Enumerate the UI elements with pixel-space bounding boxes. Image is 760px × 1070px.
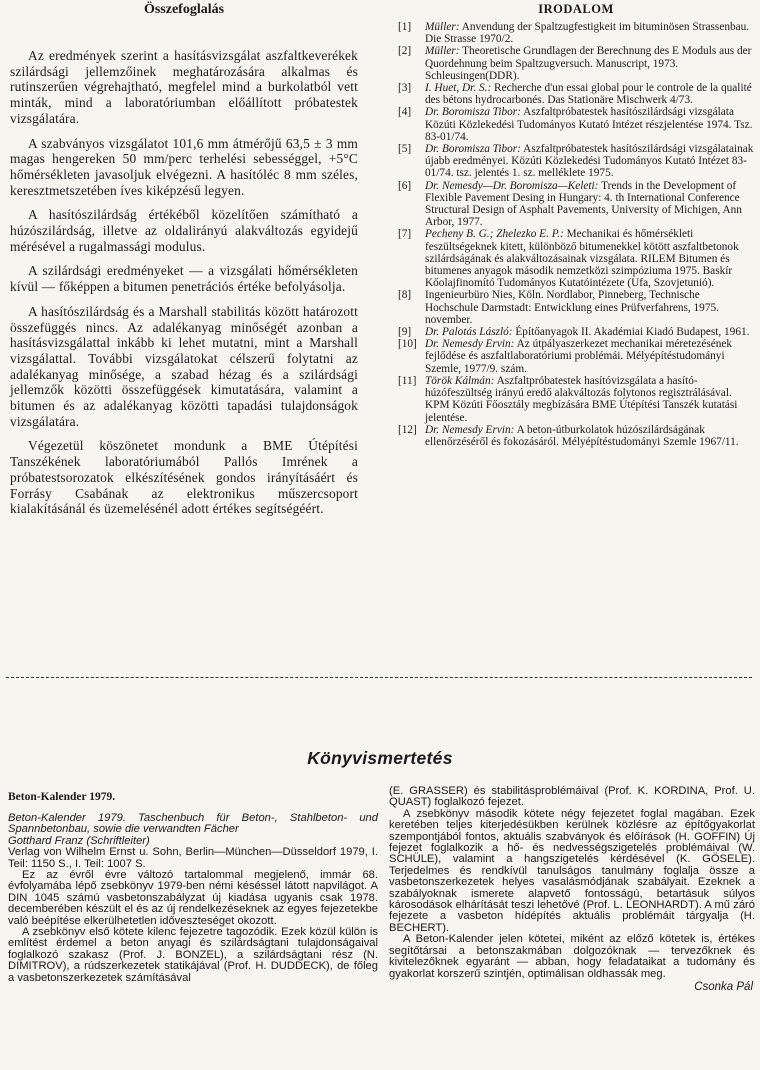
reference-body: Ingenieurbüro Nies, Köln. Nordlabor, Pinneberg, Technische Hochschule Darmstadt: Entwicklung eines Prüfverfahrens, 1975. november. (425, 289, 719, 326)
reference-text (425, 375, 754, 424)
reference-text (425, 228, 754, 289)
reference-body: Az útpályaszerkezet mechanikai méretezésének fejlődése és aszfaltlaboratóriumi problémái. Mélyépítéstudományi Szemle, 1977/9. szám. (425, 338, 733, 375)
reference-author: Dr. Nemesdy—Dr. Boromisza—Keleti: (425, 179, 599, 192)
reference-body: A beton-útburkolatok húzószilárdságának ellenőrzéséről és fokozásáról. Mélyépítéstudományi Szemle 1967/11. (425, 423, 739, 448)
reference-text (425, 326, 754, 338)
reference-author: Dr. Boromisza Tibor: (425, 143, 521, 156)
summary-paragraph: A szilárdsági eredményeket — a vizsgálati hőmérsékleten kívül — főképpen a bitumen penetrációs értéke befolyásolja. (10, 263, 358, 295)
reference-body: Anvendung der Spaltzugfestigkeit im bituminösen Strassenbau. Die Strasse 1970/2. (425, 21, 750, 46)
review-paragraph: A zsebkönyv második kötete négy fejezetet foglal magában. Ezek keretében teljes kiterjedésükben kerülnek közlésre az építőgyakorlat szempontjából fontos, aktuális szabványok és előírások (H. GOFFIN) Új fejezet foglalkozik a hő- és nedvességszigetelés problémáival (W. SCHÜLE), valamint a hangszigetelés kérdésével (K. GÖSELE). Terjedelmes és rendkívül tanulságos tanulmány foglalja össze a vasbetonszerkezetek helyes vasalásmódjának szabályait. Ezeknek a szabályoknak ismerete alapvető fontosságú, betartásuk súlyos károsodások elhárítását teszi lehetővé (Prof. L. LEONHARDT). A mű záró fejezete a vasbeton hídépítés aktuális problémáit tárgyalja (H. BECHERT). (389, 807, 755, 934)
reference-author: Dr. Nemesdy Ervin: (425, 338, 515, 351)
reference-text (425, 289, 754, 326)
summary-paragraph: Végezetül köszönetet mondunk a BME Útépítési Tanszékének laboratóriumából Pallós Imrének a próbatestsorozatok elkészítésének gondos irányításáért és Forrásy Csabának az elektronikus műszercsoport kialakításánál és üzemelésénél adott értékes segítségéért. (10, 438, 358, 517)
book-title: Beton-Kalender 1979. Taschenbuch für Beton-, Stahlbeton- und Spannbetonbau, sowie die verwandten Fächer (8, 812, 378, 836)
reference-number: [7] (398, 228, 412, 241)
review-paragraph: Ez az évről évre változó tartalommal megjelenő, immár 68. évfolyamába lépő zsebkönyv 1979-ben némi késéssel látott napvilágot. A DIN 1045 számú vasbetonszabályzat új kiadása ugyanis csak 1978. decemberében készült el és az új rendelkezéseknek az egyes fejezetekbe való beépítése elkerülhetetlen időveszteséget okozott. (8, 869, 378, 927)
reference-item (398, 228, 754, 289)
reference-author: Dr. Boromisza Tibor: (425, 106, 521, 119)
summary-title: Összefoglalás (143, 2, 225, 17)
reference-body: Theoretische Grundlagen der Berechnung des E Moduls aus der Quordehnung beim Spaltzugversuch. Manuscript, 1973. Schleusingen(DDR). (425, 45, 752, 82)
reference-number: [2] (398, 45, 412, 58)
review-section-title: Könyvismertetés (307, 748, 453, 768)
reference-item (398, 21, 754, 45)
book-publisher: Verlag von Wilhelm Ernst u. Sohn, Berlin—München—Düsseldorf 1979, I. Teil: 1150 S., I. Teil: 1007 S. (8, 846, 378, 870)
reference-author: Török Kálmán: (425, 374, 495, 387)
reference-item (398, 106, 754, 143)
reference-item (398, 289, 754, 326)
reference-number: [1] (398, 21, 412, 33)
reference-text (425, 180, 754, 229)
reference-item (398, 45, 754, 82)
reference-body: Recherche d'un essai global pour le controle de la qualité des bétons hydrocarbonés. Das Stationäre Mischwerk 4/73. (425, 82, 752, 107)
reference-number: [10] (398, 338, 417, 351)
summary-column (0, 0, 370, 526)
reference-item (398, 180, 754, 229)
reference-body: Aszfaltpróbatestek hasítószilárdsági vizsgálatainak újabb eredményei. Közúti Közlekedési Tudományos Kutató Intézet 83-01/74. tsz. jelentés 1. sz. melléklete 1975. (425, 143, 754, 180)
review-continuation: (E. GRASSER) és stabilitásproblémáival (Prof. K. KORDINA, Prof. U. QUAST) foglalkozó fejezet. (389, 785, 755, 809)
reference-text (425, 82, 754, 106)
book-editor: Gotthard Franz (Schriftleiter) (8, 834, 150, 847)
reference-author: Dr. Palotás László: (425, 326, 513, 339)
reference-number: [9] (398, 326, 412, 339)
review-left-column (8, 791, 378, 984)
reference-item (398, 424, 754, 448)
reference-item (398, 338, 754, 375)
reference-text (425, 338, 754, 375)
reference-body: Mechanikai és hőmérsékleti feszültségeknek kitett, különböző bitumenekkel kötött aszfaltbetonok szilárdságának és alakváltozásainak vizsgálata. RILEM Bitumen és bitumenes anyagok második nemzetközi szimpóziuma 1975. Baskír Kőolajfinomító Tudományos Kutatóintézete (Ufa, Szovjetunió). (425, 228, 739, 290)
reference-body: Aszfaltpróbatestek hasítószilárdsági vizsgálata Közúti Közlekedési Tudományos Kutató Intézet részjelentése 1974. Tsz. 83-01/74. (425, 106, 753, 143)
reference-number: [4] (398, 106, 412, 119)
reference-author: Dr. Nemesdy Ervin: (425, 423, 515, 436)
reference-item (398, 82, 754, 106)
review-right-column (389, 786, 755, 993)
review-signature: Csonka Pál (694, 980, 753, 993)
reference-number: [11] (398, 374, 417, 387)
reference-text (425, 106, 754, 143)
reference-item (398, 326, 754, 338)
reference-author: Müller: (425, 45, 460, 58)
reference-item (398, 143, 754, 180)
reference-author: Pecheny B. G.; Zhelezko E. P.: (425, 228, 564, 241)
reference-body: Aszfaltpróbatestek hasítóvizsgálata a hasító-húzófeszültség irányú eredő alakváltozás folytonos regisztrálásával. KPM Közúti Főosztály megbízására BME Útépítési Tanszék kutatási jelentése. (425, 374, 738, 424)
reference-text (425, 21, 754, 45)
reference-item (398, 375, 754, 424)
reference-number: [5] (398, 143, 412, 156)
reference-list (398, 21, 754, 448)
summary-paragraph: Az eredmények szerint a hasításvizsgálat aszfaltkeverékek szilárdsági jellemzőinek meghatározására alkalmas és rutinszerűen végrehajtható, megfelel mind a burkolatból vett minták, mind a laboratóriumban előállított próbatestek vizsgálatára. (10, 48, 358, 126)
reference-text (425, 424, 754, 448)
review-paragraph: A Beton-Kalender jelen kötetei, miként az előző kötetek is, értékes segítőtársai a betonszakmában dolgozóknak — tervezőknek és kivitelezőknek egyaránt — abban, hogy feladataikat a tudomány és gyakorlat korszerű szintjén, optimálisan oldhassák meg. (389, 933, 755, 980)
section-divider (6, 677, 752, 678)
reference-body: Építőanyagok II. Akadémiai Kiadó Budapest, 1961. (515, 326, 750, 339)
summary-paragraph: A szabványos vizsgálatot 101,6 mm átmérőjű 63,5 ± 3 mm magas hengereken 50 mm/perc terhelési sebességgel, +5°C hőmérsékleten javasoljuk elvégezni. A hasítóléc 8 mm széles, keresztmetszetében íves kiképzésű legyen. (10, 135, 358, 198)
reference-author: Müller: (425, 21, 460, 33)
summary-paragraph: A hasítószilárdság értékéből közelítően számítható a húzószilárdság, illetve az oldalirányú alakváltozás egyidejű mérésével a rugalmassági modulus. (10, 207, 358, 254)
references-column (398, 0, 754, 448)
reference-number: [8] (398, 289, 412, 302)
references-title: IRODALOM (538, 2, 614, 16)
book-heading: Beton-Kalender 1979. (8, 791, 116, 803)
reference-body: Trends in the Development of Flexible Pavement Desing in Hungary: 4. th International Conference Structural Design of Asphalt Pavements, University of Michigen, Ann Arbor, 1977. (425, 179, 742, 229)
reference-text (425, 45, 754, 82)
reference-number: [12] (398, 423, 417, 436)
review-paragraph: A zsebkönyv első kötete kilenc fejezetre tagozódik. Ezek közül külön is említést érdemel a beton anyagi és szilárdságtani tulajdonságaival foglalkozó szakasz (Prof. J. BONZEL), a szilárdságtani rész (N. DIMITROV), a rúdszerkezetek statikájával (Prof. H. DUDDECK), de főleg a vasbetonszerkezetek számításával (8, 926, 378, 984)
reference-text (425, 143, 754, 180)
reference-number: [3] (398, 82, 412, 95)
summary-paragraph: A hasítószilárdság és a Marshall stabilitás között határozott összefüggés nincs. Az adalékanyag minőségét azonban a hasításvizsgálattal inkább ki lehet mutatni, mint a Marshall vizsgálattal. További vizsgálatokat célszerű folytatni az adalékanyag minősége, a szabad hézag és a szilárdsági jellemzők közötti összefüggések kimutatására, valamint a bitumen és az adalékanyag közötti tapadási tulajdonságok vizsgálatára. (10, 303, 358, 429)
reference-number: [6] (398, 179, 412, 192)
reference-author: I. Huet, Dr. S.: (425, 82, 492, 95)
